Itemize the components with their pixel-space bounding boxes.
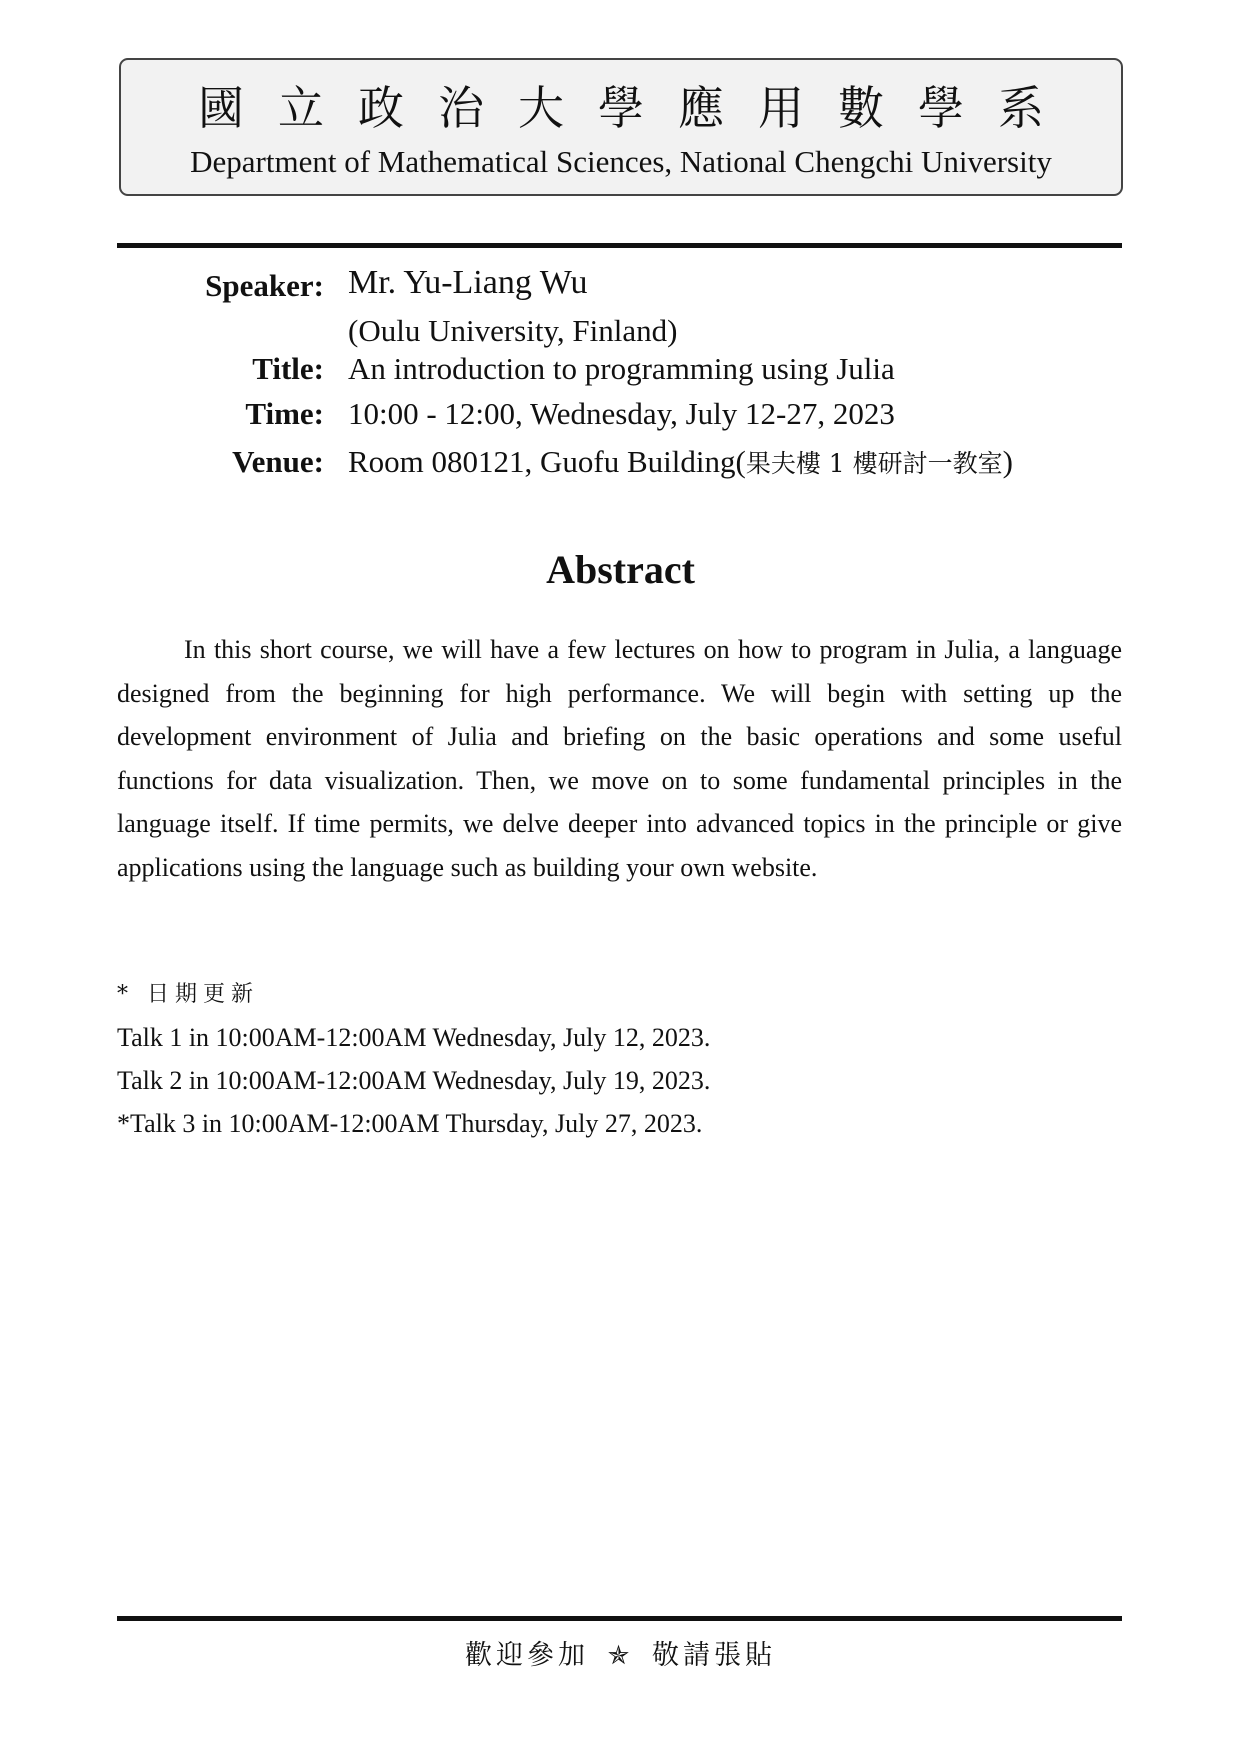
speaker-name: Mr. Yu-Liang Wu: [348, 264, 588, 301]
talk-1-schedule: Talk 1 in 10:00AM-12:00AM Wednesday, July 12, 2023.: [117, 1023, 711, 1052]
department-name-chinese: 國立政治大學應用數學系: [198, 81, 1078, 135]
footer-welcome: 歡迎參加: [465, 1640, 589, 1671]
talk-title: An introduction to programming using Julia: [348, 351, 895, 386]
talk-2-schedule: Talk 2 in 10:00AM-12:00AM Wednesday, July 19, 2023.: [117, 1066, 711, 1095]
time-row: [0, 390, 1241, 436]
title-label: Title:: [252, 351, 324, 386]
footer-please-post: 敬請張貼: [651, 1640, 776, 1671]
star-icon: ✯: [607, 1641, 634, 1671]
speaker-affiliation: (Oulu University, Finland): [348, 313, 678, 348]
venue-english: Room 080121, Guofu Building(: [348, 444, 746, 479]
footer-notice: [0, 1633, 1241, 1672]
abstract-body: In this short course, we will have a few lectures on how to program in Julia, a language designed from the beginning for high performance. We will begin with setting up the development environment of Julia and briefing on the basic operations and some useful functions for data visualization. Then, we move on to some fundamental principles in the language itself. If time permits, we delve deeper into advanced topics in the principle or give applications using the language such as building your own website.: [117, 635, 1122, 882]
department-header-box: [119, 58, 1123, 196]
talk-time: 10:00 - 12:00, Wednesday, July 12-27, 2023: [348, 396, 895, 431]
date-updates: [117, 973, 1122, 1145]
venue-close: ): [1002, 444, 1013, 479]
bottom-divider: [117, 1616, 1122, 1621]
speaker-row: [0, 262, 1241, 308]
abstract-heading: Abstract: [546, 547, 695, 592]
venue-label: Venue:: [232, 444, 324, 479]
talk-venue: [348, 444, 1013, 480]
top-divider: [117, 243, 1122, 248]
venue-chinese: 果夫樓 1 樓研討一教室: [745, 449, 1003, 478]
speaker-label: Speaker:: [205, 268, 324, 303]
updates-heading: * 日期更新: [117, 982, 259, 1007]
department-name-english: Department of Mathematical Sciences, National Chengchi University: [190, 144, 1052, 179]
title-row: [0, 345, 1241, 391]
time-label: Time:: [245, 396, 324, 431]
talk-3-schedule: *Talk 3 in 10:00AM-12:00AM Thursday, July 27, 2023.: [117, 1109, 703, 1138]
venue-row: [0, 438, 1241, 484]
